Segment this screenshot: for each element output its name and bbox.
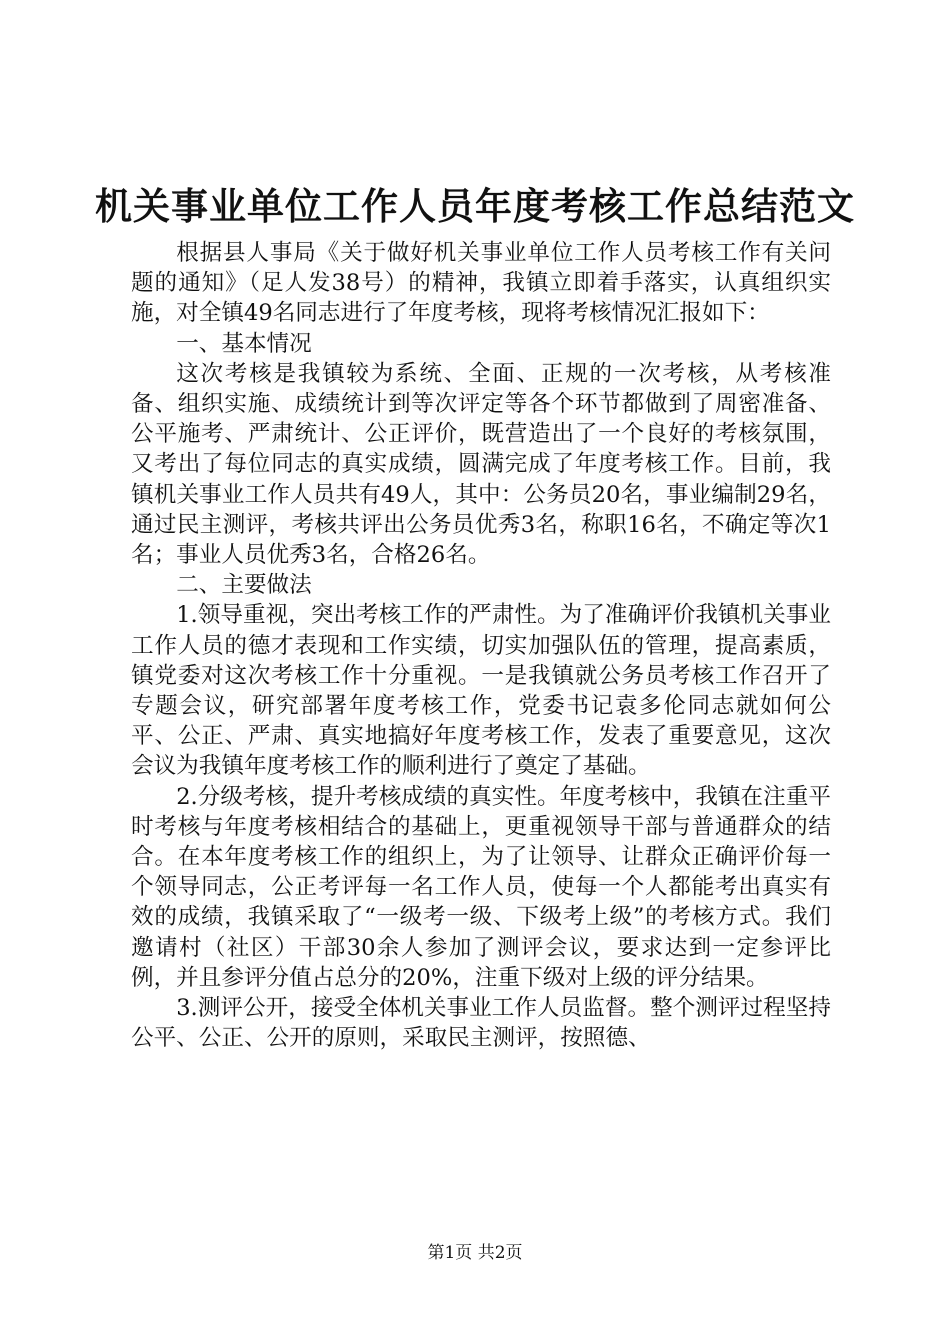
page-number-footer: 第1页 共2页 [427, 1243, 523, 1263]
section-heading-methods: 二、主要做法 [176, 572, 312, 599]
document-title: 机关事业单位工作人员年度考核工作总结范文 [95, 185, 855, 228]
paragraph-method-3: 3.测评公开，接受全体机关事业工作人员监督。整个测评过程坚持公平、公正、公开的原则，采取民主测评，按照德、 [131, 995, 831, 1052]
paragraph-method-1: 1.领导重视，突出考核工作的严肃性。为了准确评价我镇机关事业工作人员的德才表现和工作实绩，切实加强队伍的管理，提高素质，镇党委对这次考核工作十分重视。一是我镇就公务员考核工作召开了专题会议，研究部署年度考核工作，党委书记袁多伦同志就如何公平、公正、严肃、真实地搞好年度考核工作，发表了重要意见，这次会议为我镇年度考核工作的顺利进行了奠定了基础。 [131, 602, 831, 780]
paragraph-intro: 根据县人事局《关于做好机关事业单位工作人员考核工作有关问题的通知》（足人发38号）的精神，我镇立即着手落实，认真组织实施，对全镇49名同志进行了年度考核，现将考核情况汇报如下： [131, 240, 831, 327]
document-body [131, 238, 831, 1053]
paragraph-method-2: 2.分级考核，提升考核成绩的真实性。年度考核中，我镇在注重平时考核与年度考核相结合的基础上，更重视领导干部与普通群众的结合。在本年度考核工作的组织上，为了让领导、让群众正确评价每一个领导同志，公正考评每一名工作人员，使每一个人都能考出真实有效的成绩，我镇采取了“一级考一级、下级考上级”的考核方式。我们邀请村（社区）干部30余人参加了测评会议，要求达到一定参评比例，并且参评分值占总分的20%，注重下级对上级的评分结果。 [131, 783, 831, 991]
section-heading-basic: 一、基本情况 [176, 330, 312, 357]
paragraph-basic-situation: 这次考核是我镇较为系统、全面、正规的一次考核，从考核准备、组织实施、成绩统计到等次评定等各个环节都做到了周密准备、公平施考、严肃统计、公正评价，既营造出了一个良好的考核氛围，又考出了每位同志的真实成绩，圆满完成了年度考核工作。目前，我镇机关事业工作人员共有49人，其中：公务员20名，事业编制29名，通过民主测评，考核共评出公务员优秀3名，称职16名，不确定等次1名；事业人员优秀3名，合格26名。 [131, 360, 831, 569]
